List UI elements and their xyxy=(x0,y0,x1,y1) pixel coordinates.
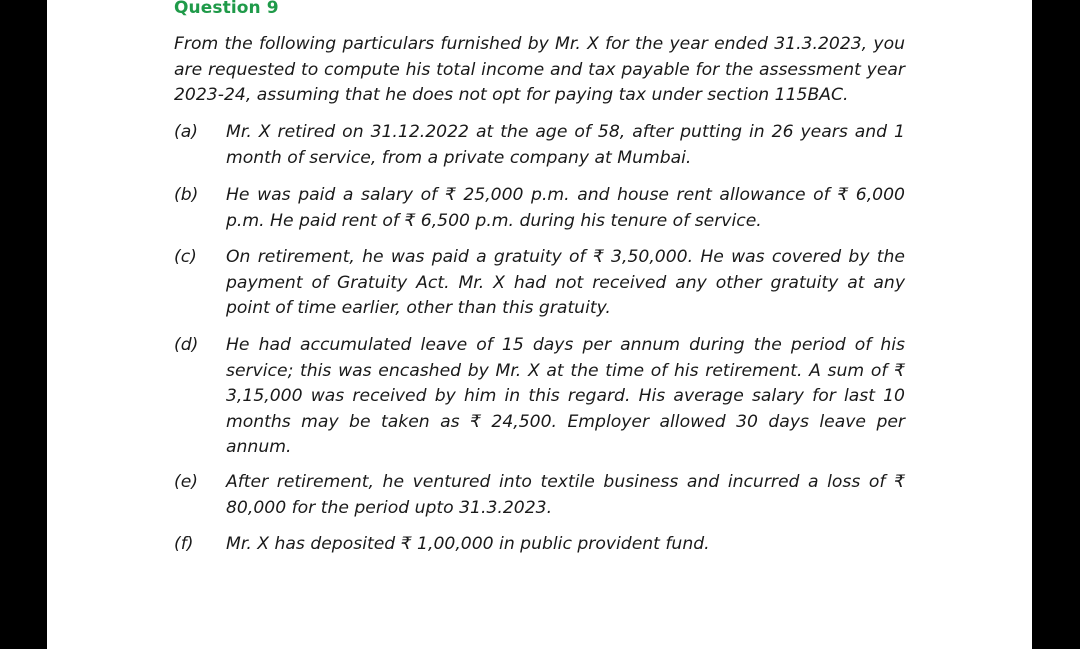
item-marker: (c) xyxy=(174,247,197,267)
item-marker: (a) xyxy=(174,122,198,142)
document-page xyxy=(47,0,1032,649)
item-text: He was paid a salary of ₹ 25,000 p.m. and house rent allowance of ₹ 6,000 p.m. He paid rent of ₹ 6,500 p.m. during his tenure of service. xyxy=(226,185,905,231)
question-heading: Question 9 xyxy=(174,0,279,18)
item-marker: (f) xyxy=(174,534,194,554)
question-intro: From the following particulars furnished by Mr. X for the year ended 31.3.2023, you are requested to compute his total income and tax payable for the assessment year 2023-24, assuming that he does not opt for paying tax under section 115BAC. xyxy=(174,34,905,105)
item-text: He had accumulated leave of 15 days per annum during the period of his service; this was encashed by Mr. X at the time of his retirement. A sum of ₹ 3,15,000 was received by him in this regard. His average salary for last 10 months may be taken as ₹ 24,500. Employer allowed 30 days leave per annum. xyxy=(226,335,905,457)
item-text: On retirement, he was paid a gratuity of ₹ 3,50,000. He was covered by the payment of Gratuity Act. Mr. X had not received any other gratuity at any point of time earlier, other than this gratuity. xyxy=(226,247,905,318)
item-text: After retirement, he ventured into textile business and incurred a loss of ₹ 80,000 for the period upto 31.3.2023. xyxy=(226,472,905,518)
item-text: Mr. X has deposited ₹ 1,00,000 in public provident fund. xyxy=(226,534,710,554)
item-marker: (b) xyxy=(174,185,199,205)
item-marker: (e) xyxy=(174,472,198,492)
item-marker: (d) xyxy=(174,335,199,355)
item-text: Mr. X retired on 31.12.2022 at the age of 58, after putting in 26 years and 1 month of service, from a private company at Mumbai. xyxy=(226,122,905,168)
